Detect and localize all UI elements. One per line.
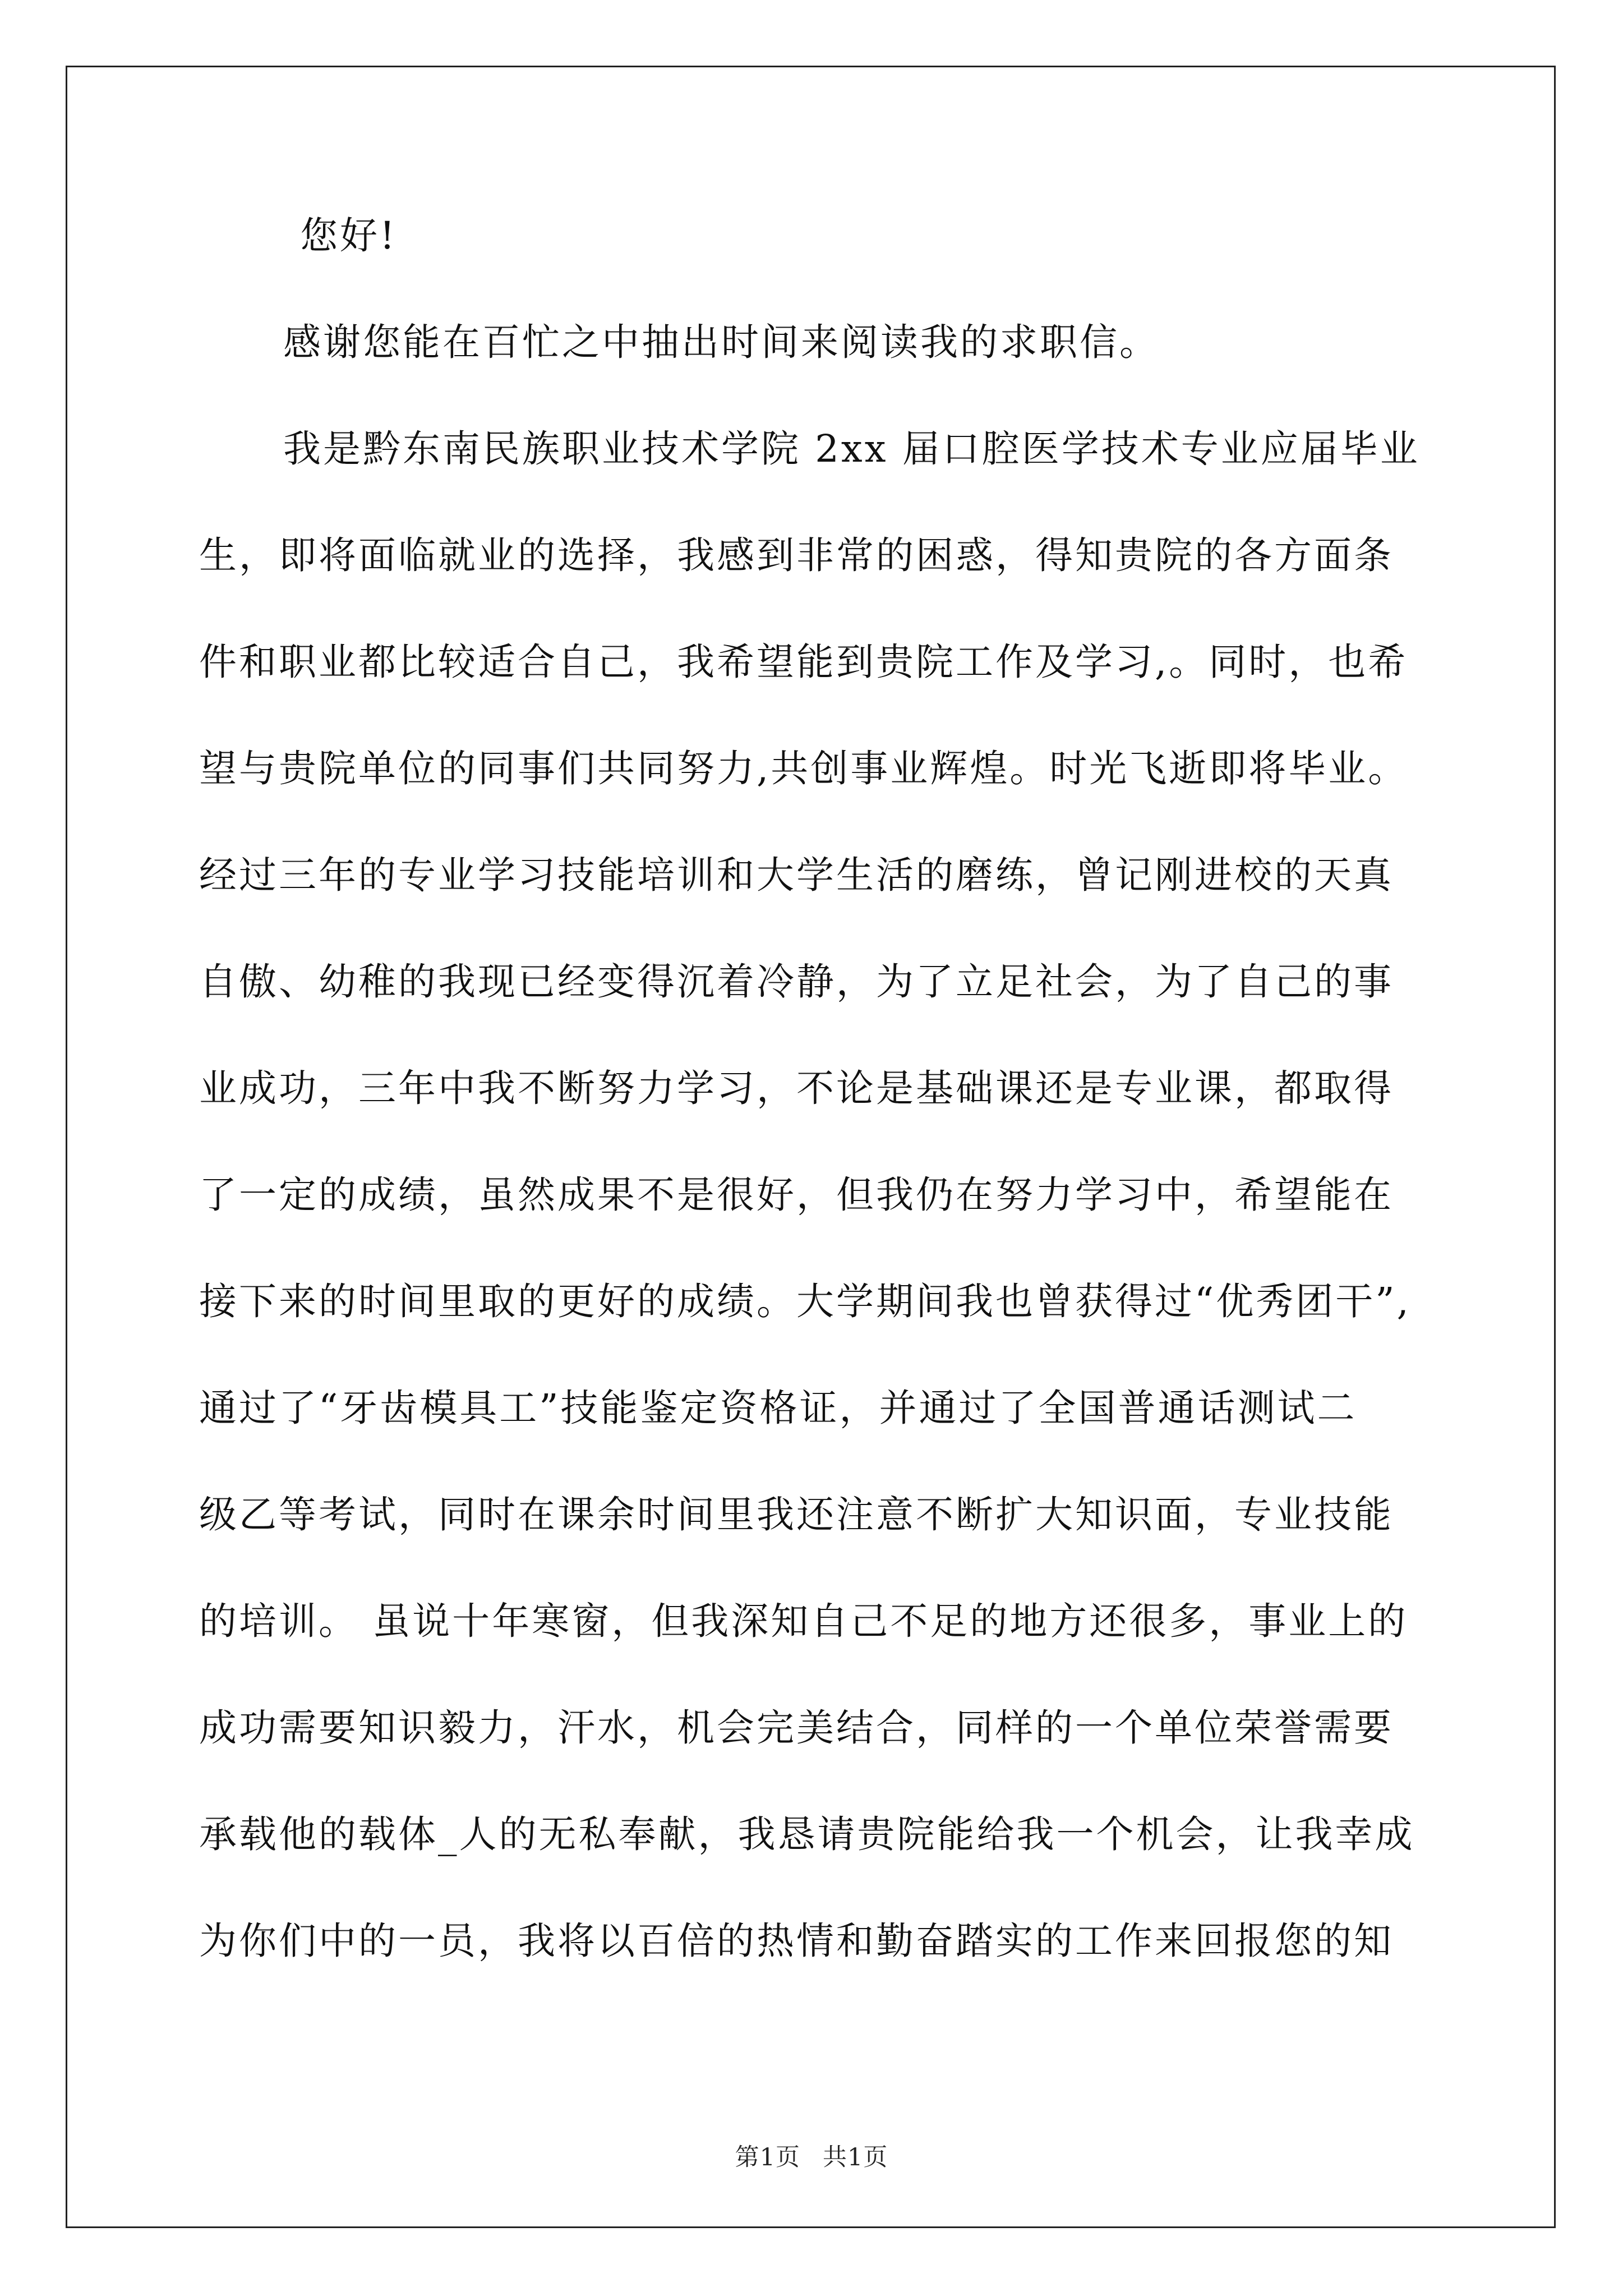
page-number-total: 共1页 (823, 2143, 888, 2171)
paragraph-line: 望与贵院单位的同事们共同努力,共创事业辉煌。时光飞逝即将毕业。 (199, 747, 1408, 790)
paragraph-line: 了一定的成绩，虽然成果不是很好，但我仍在努力学习中，希望能在 (199, 1173, 1394, 1217)
paragraph-line: 成功需要知识毅力，汗水，机会完美结合，同样的一个单位荣誉需要 (199, 1706, 1394, 1750)
paragraph-line: 业成功，三年中我不断努力学习，不论是基础课还是专业课，都取得 (199, 1066, 1394, 1110)
paragraph-line: 级乙等考试，同时在课余时间里我还注意不断扩大知识面，专业技能 (199, 1493, 1394, 1536)
page-border (66, 66, 1556, 2228)
paragraph-line: 通过了“牙齿模具工”技能鉴定资格证，并通过了全国普通话测试二 (199, 1386, 1357, 1430)
paragraph-line: 件和职业都比较适合自己，我希望能到贵院工作及学习,。同时，也希 (199, 640, 1408, 684)
paragraph-line: 的培训。 虽说十年寒窗，但我深知自己不足的地方还很多，事业上的 (199, 1599, 1408, 1643)
paragraph-line: 我是黔东南民族职业技术学院 2xx 届口腔医学技术专业应届毕业 (283, 427, 1420, 471)
paragraph-line: 接下来的时间里取的更好的成绩。大学期间我也曾获得过“优秀团干”, (199, 1280, 1411, 1323)
paragraph-line: 为你们中的一员，我将以百倍的热情和勤奋踏实的工作来回报您的知 (199, 1919, 1394, 1963)
page-footer (0, 2138, 1623, 2173)
paragraph-line: 生，即将面临就业的选择，我感到非常的困惑，得知贵院的各方面条 (199, 533, 1394, 577)
paragraph-line: 承载他的载体_人的无私奉献，我恳请贵院能给我一个机会，让我幸成 (199, 1812, 1415, 1856)
paragraph-line: 感谢您能在百忙之中抽出时间来阅读我的求职信。 (283, 320, 1159, 364)
greeting-line: 您好! (300, 214, 397, 257)
page-number-current: 第1页 (735, 2143, 800, 2171)
paragraph-line: 经过三年的专业学习技能培训和大学生活的磨练，曾记刚进校的天真 (199, 853, 1394, 897)
paragraph-line: 自傲、幼稚的我现已经变得沉着冷静，为了立足社会，为了自己的事 (199, 960, 1394, 1004)
